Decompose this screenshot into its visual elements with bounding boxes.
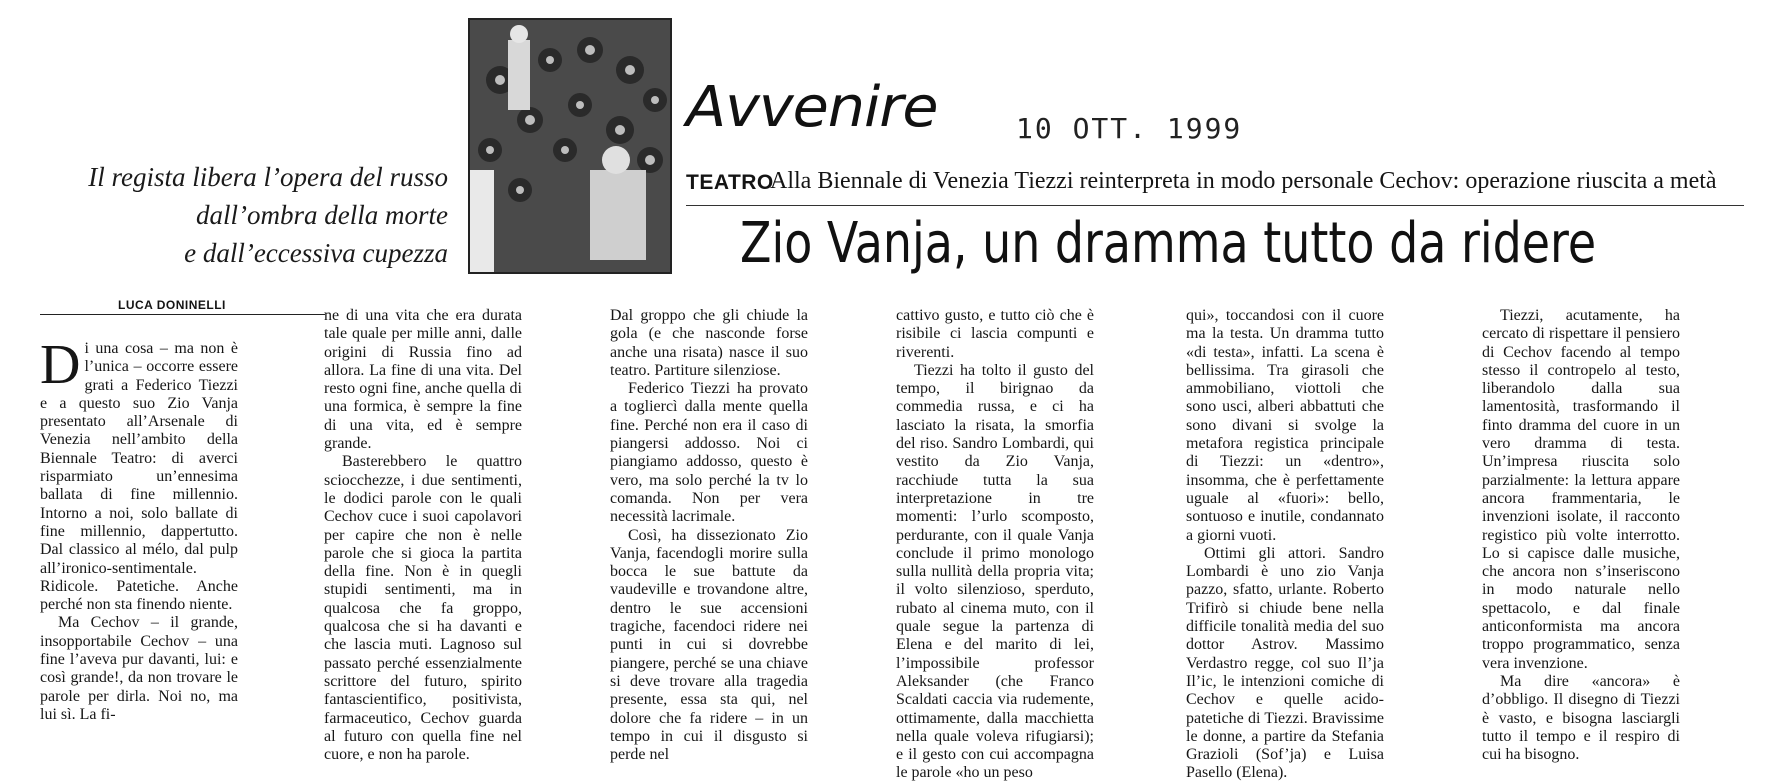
article-column-3 bbox=[610, 307, 808, 764]
article-headline: Zio Vanja, un dramma tutto da ridere bbox=[740, 211, 1597, 276]
paragraph: ne di una vita che era durata tale quale per mille anni, dalle origini di Russia fino ad allora. La fine di una vita. Del resto ogni fine, anche quella di una formica, è sempre la fine di una vita, ed è sempre grande. bbox=[324, 307, 522, 453]
paragraph: Tiezzi, acutamente, ha cercato di rispettare il pensiero di Cechov facendo al tempo stesso il contropelo al testo, liberandolo dalla sua lamentosità, trasformando il finto dramma del cuore in un vero dramma di testa. Un’impresa riuscita solo parzialmente: la lettura appare ancora frammentaria, le invenzioni isolate, il racconto registico più volte interrotto. Lo si capisce dalle musiche, che ancora non s’inseriscono in modo naturale nello spettacolo, e dal finale anticonformista ma ancora troppo programmatico, senza vera invenzione. bbox=[1482, 307, 1680, 672]
article-column-5 bbox=[1186, 307, 1384, 783]
paragraph: cattivo gusto, e tutto ciò che è risibile ci lascia compunti e riverenti. bbox=[896, 307, 1094, 361]
production-photo bbox=[468, 18, 672, 274]
article-kicker: Alla Biennale di Venezia Tiezzi reinterpreta in modo personale Cechov: operazione riuscita a metà bbox=[770, 168, 1717, 194]
paragraph: Dal groppo che gli chiude la gola (e che nasconde forse anche una risata) nasce il suo teatro. Partiture silenziose. bbox=[610, 307, 808, 379]
article-deck bbox=[40, 158, 448, 272]
drop-cap: D bbox=[40, 334, 81, 396]
paragraph: Così, ha dissezionato Zio Vanja, facendogli morire sulla bocca le sue battute da vaudeville e trovandone altre, dentro le sue accensioni tragiche, facendoci ridere nei punti in cui si dovrebbe piangere, perché se una chiave si deve trovare alla tragedia presente, essa sta qui, nel dolore che fa ridere – in un tempo in cui il disgusto si perde nel bbox=[610, 526, 808, 764]
byline: LUCA DONINELLI bbox=[118, 298, 226, 312]
paragraph: Tiezzi ha tolto il gusto del tempo, il birignao da commedia russa, e ci ha lasciato la risata, la smorfia del riso. Sandro Lombardi, qui vestito da Zio Vanja, racchiude tutta la sua interpretazione in tre momenti: l’urlo scomposto, perdurante, con il quale Vanja conclude il primo monologo sulla nullità della propria vita; il volto silenzioso, sperduto, rubato al cinema muto, con il quale segue la partenza di Elena e del marito di lei, l’impossibile professor Aleksander (che Franco Scaldati caccia via rudemente, ottimamente, dalla macchietta nella quale voleva rifugiarsi); e il gesto con cui accompagna le parole «ho un peso bbox=[896, 361, 1094, 782]
article-column-4 bbox=[896, 307, 1094, 783]
article-column-6 bbox=[1482, 307, 1680, 764]
article-column-1 bbox=[40, 334, 238, 724]
article-column-2 bbox=[324, 307, 522, 764]
newspaper-masthead: Avvenire bbox=[686, 75, 938, 140]
deck-line: Il regista libera l’opera del russo bbox=[88, 162, 448, 192]
clipping-date-stamp: 10 OTT. 1999 bbox=[1016, 112, 1243, 145]
section-label: TEATRO bbox=[686, 171, 774, 194]
header-rule bbox=[686, 205, 1744, 206]
paragraph: Ottimi gli attori. Sandro Lombardi è uno zio Vanja pazzo, sfatto, urlante. Roberto Trifirò si chiude bene nella difficile tonalità media del suo dottor Astrov. Massimo Verdastro regge, col suo Il’ja Il’ic, le intenzioni comiche di Cechov e quelle acido-patetiche di Tiezzi. Bravissime le donne, a partire da Stefania Grazioli (Sof’ja) e Luisa Pasello (Elena). bbox=[1186, 544, 1384, 782]
paragraph: qui», toccandosi con il cuore ma la testa. Un dramma tutto «di testa», infatti. La scena è bellissima. Tra girasoli che ammobiliano, viottoli che sono usci, alberi abbattuti che sono divani si svolge la metafora registica principale di Tiezzi: un «dentro», insomma, che è perfettamente uguale al «fuori»: bello, sontuoso e inutile, condannato a giorni vuoti. bbox=[1186, 307, 1384, 544]
deck-line: e dall’eccessiva cupezza bbox=[184, 238, 448, 268]
paragraph: Di una cosa – ma non è l’unica – occorre essere grati a Federico Tiezzi e a questo suo Zio Vanja presentato all’Arsenale di Venezia nell’ambito della Biennale Teatro: di averci risparmiato un’ennesima ballata di fine millennio. Intorno a noi, solo ballate di fine millennio, dappertutto. Dal classico al mélo, dal pulp all’ironico-sentimentale. Ridicole. Patetiche. Anche perché non sta finendo niente. bbox=[40, 334, 238, 614]
paragraph: Federico Tiezzi ha provato a togliercì dalla mente quella fine. Perché non era il caso di piangersi addosso. Noi ci piangiamo addosso, questo è vero, ma solo perché la tv lo comanda. Non per vera necessità lacrimale. bbox=[610, 380, 808, 526]
deck-line: dall’ombra della morte bbox=[196, 200, 448, 230]
paragraph: Ma dire «ancora» è d’obbligo. Il disegno di Tiezzi è vasto, e bisogna lasciargli tutto il tempo e il respiro di cui ha bisogno. bbox=[1482, 672, 1680, 764]
paragraph: Ma Cechov – il grande, insopportabile Cechov – una fine l’aveva pur davanti, lui: e così grande!, da non trovare le parole per dirla. Noi no, ma lui sì. La fi- bbox=[40, 614, 238, 723]
byline-rule bbox=[40, 314, 325, 315]
paragraph: Basterebbero le quattro sciocchezze, i due sentimenti, le dodici parole con le quali Cechov cuce i suoi capolavori per capire che non è nelle parole che si gioca la partita della fine. Non è in quegli stupidi sentimenti, ma in qualcosa che fa groppo, qualcosa che si ha davanti e che lascia muti. Lagnoso sul passato perché essenzialmente scrittore del futuro, spirito fantascientifico, positivista, farmaceutico, Cechov guarda al futuro con quella fine nel cuore, e non ha parole. bbox=[324, 453, 522, 764]
